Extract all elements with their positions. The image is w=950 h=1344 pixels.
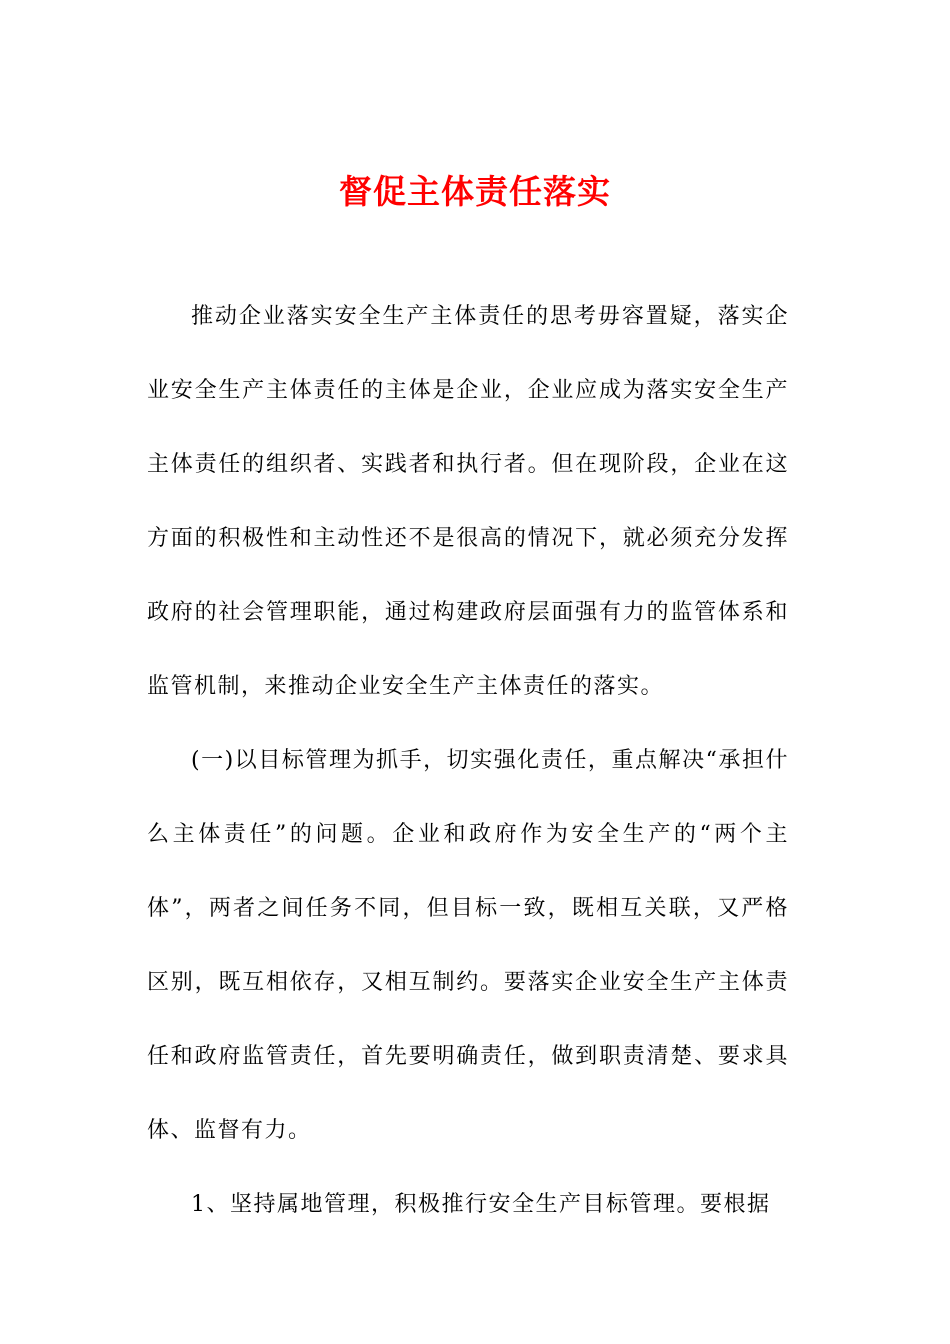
document-body (147, 280, 789, 1242)
paragraph-2: (一)以目标管理为抓手，切实强化责任，重点解决“承担什么主体责任”的问题。企业和政府作为安全生产的“两个主体”，两者之间任务不同，但目标一致，既相互关联，又严格区别，既互相依存，又相互制约。要落实企业安全生产主体责任和政府监管责任，首先要明确责任，做到职责清楚、要求具体、监督有力。 (147, 748, 789, 1143)
document-title: 督促主体责任落实 (339, 172, 611, 212)
paragraph-1: 推动企业落实安全生产主体责任的思考毋容置疑，落实企业安全生产主体责任的主体是企业，企业应成为落实安全生产主体责任的组织者、实践者和执行者。但在现阶段，企业在这方面的积极性和主动性还不是很高的情况下，就必须充分发挥政府的社会管理职能，通过构建政府层面强有力的监管体系和监管机制，来推动企业安全生产主体责任的落实。 (147, 304, 789, 699)
paragraph-3: 1、坚持属地管理，积极推行安全生产目标管理。要根据 (191, 1192, 771, 1217)
